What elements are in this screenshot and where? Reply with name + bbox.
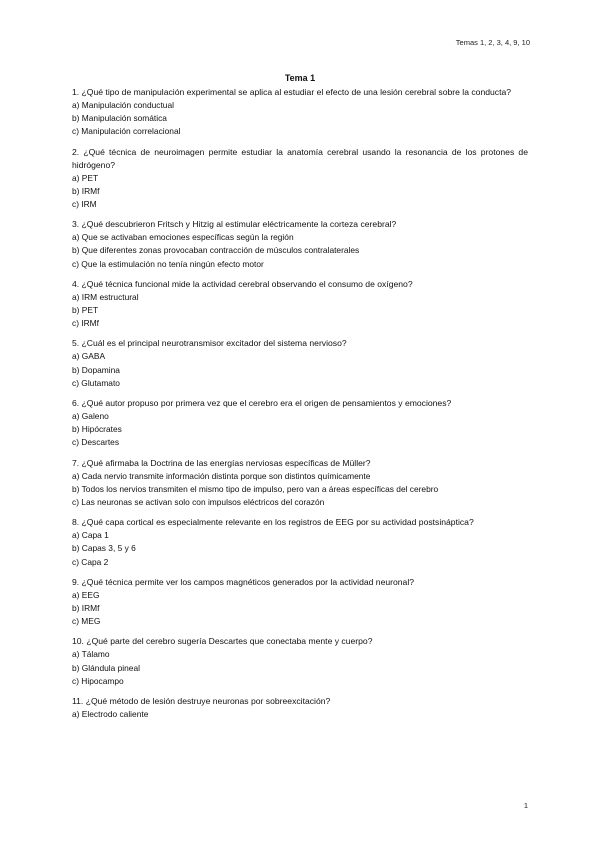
answer-option: c) Hipocampo: [72, 675, 124, 686]
question-9: [72, 576, 528, 629]
page-header: Temas 1, 2, 3, 4, 9, 10: [455, 38, 530, 47]
answer-option: b) Que diferentes zonas provocaban contracción de músculos contralaterales: [72, 245, 360, 256]
answer-option: c) IRMf: [72, 318, 99, 329]
answer-option: a) PET: [72, 172, 99, 183]
answer-option: c) Que la estimulación no tenía ningún efecto motor: [72, 258, 264, 269]
answer-option: c) MEG: [72, 616, 101, 627]
answer-option: a) GABA: [72, 351, 106, 362]
answer-option: a) Tálamo: [72, 649, 110, 660]
question-text: 6. ¿Qué autor propuso por primera vez que el cerebro era el origen de pensamientos y emociones?: [72, 398, 452, 409]
page-number: 1: [523, 801, 528, 810]
question-6: [72, 397, 528, 450]
answer-option: a) Capa 1: [72, 530, 109, 541]
answer-option: b) Glándula pineal: [72, 662, 140, 673]
question-text: 4. ¿Qué técnica funcional mide la actividad cerebral observando el consumo de oxígeno?: [72, 278, 413, 289]
question-5: [72, 337, 528, 390]
document-body: [72, 73, 528, 728]
answer-option: c) Glutamato: [72, 377, 120, 388]
question-2: [72, 146, 528, 212]
question-text: 5. ¿Cuál es el principal neurotransmisor excitador del sistema nervioso?: [72, 338, 347, 349]
answer-option: a) EEG: [72, 589, 100, 600]
answer-option: a) Electrodo caliente: [72, 709, 149, 720]
answer-option: c) Las neuronas se activan solo con impulsos eléctricos del corazón: [72, 497, 325, 508]
answer-option: b) IRMf: [72, 185, 100, 196]
answer-option: b) Manipulación somática: [72, 113, 167, 124]
answer-option: c) Manipulación correlacional: [72, 126, 181, 137]
question-1: [72, 86, 528, 139]
question-7: [72, 457, 528, 510]
answer-option: c) IRM: [72, 199, 97, 210]
question-4: [72, 278, 528, 331]
answer-option: b) PET: [72, 305, 99, 316]
question-text: 2. ¿Qué técnica de neuroimagen permite estudiar la anatomía cerebral usando la resonancia de los protones de hidrógeno?: [72, 146, 528, 170]
question-text: 3. ¿Qué descubrieron Fritsch y Hitzig al estimular eléctricamente la corteza cerebral?: [72, 219, 397, 230]
question-text: 9. ¿Qué técnica permite ver los campos magnéticos generados por la actividad neuronal?: [72, 576, 415, 587]
question-text: 11. ¿Qué método de lesión destruye neuronas por sobreexcitación?: [72, 696, 331, 707]
question-text: 10. ¿Qué parte del cerebro sugería Descartes que conectaba mente y cuerpo?: [72, 636, 373, 647]
question-11: [72, 695, 528, 721]
answer-option: a) Manipulación conductual: [72, 100, 174, 110]
answer-option: a) IRM estructural: [72, 291, 139, 302]
answer-option: a) Cada nervio transmite información distinta porque son distintos químicamente: [72, 470, 371, 481]
document-title: Tema 1: [284, 73, 316, 83]
question-text: 8. ¿Qué capa cortical es especialmente relevante en los registros de EEG por su actividad postsináptica?: [72, 517, 474, 528]
answer-option: c) Descartes: [72, 437, 120, 448]
question-10: [72, 635, 528, 688]
answer-option: b) Hipócrates: [72, 424, 122, 435]
question-8: [72, 516, 528, 569]
question-3: [72, 218, 528, 271]
answer-option: b) Todos los nervios transmiten el mismo tipo de impulso, pero van a áreas específicas del cerebro: [72, 483, 439, 494]
answer-option: c) Capa 2: [72, 556, 109, 567]
answer-option: b) Dopamina: [72, 364, 120, 375]
answer-option: b) IRMf: [72, 603, 100, 614]
question-text: 7. ¿Qué afirmaba la Doctrina de las energías nerviosas específicas de Müller?: [72, 457, 371, 468]
answer-option: a) Que se activaban emociones específicas según la región: [72, 232, 294, 243]
question-text: 1. ¿Qué tipo de manipulación experimental se aplica al estudiar el efecto de una lesión cerebral sobre la conducta?: [72, 87, 512, 97]
answer-option: a) Galeno: [72, 411, 109, 422]
answer-option: b) Capas 3, 5 y 6: [72, 543, 136, 554]
question-list: [72, 86, 528, 721]
